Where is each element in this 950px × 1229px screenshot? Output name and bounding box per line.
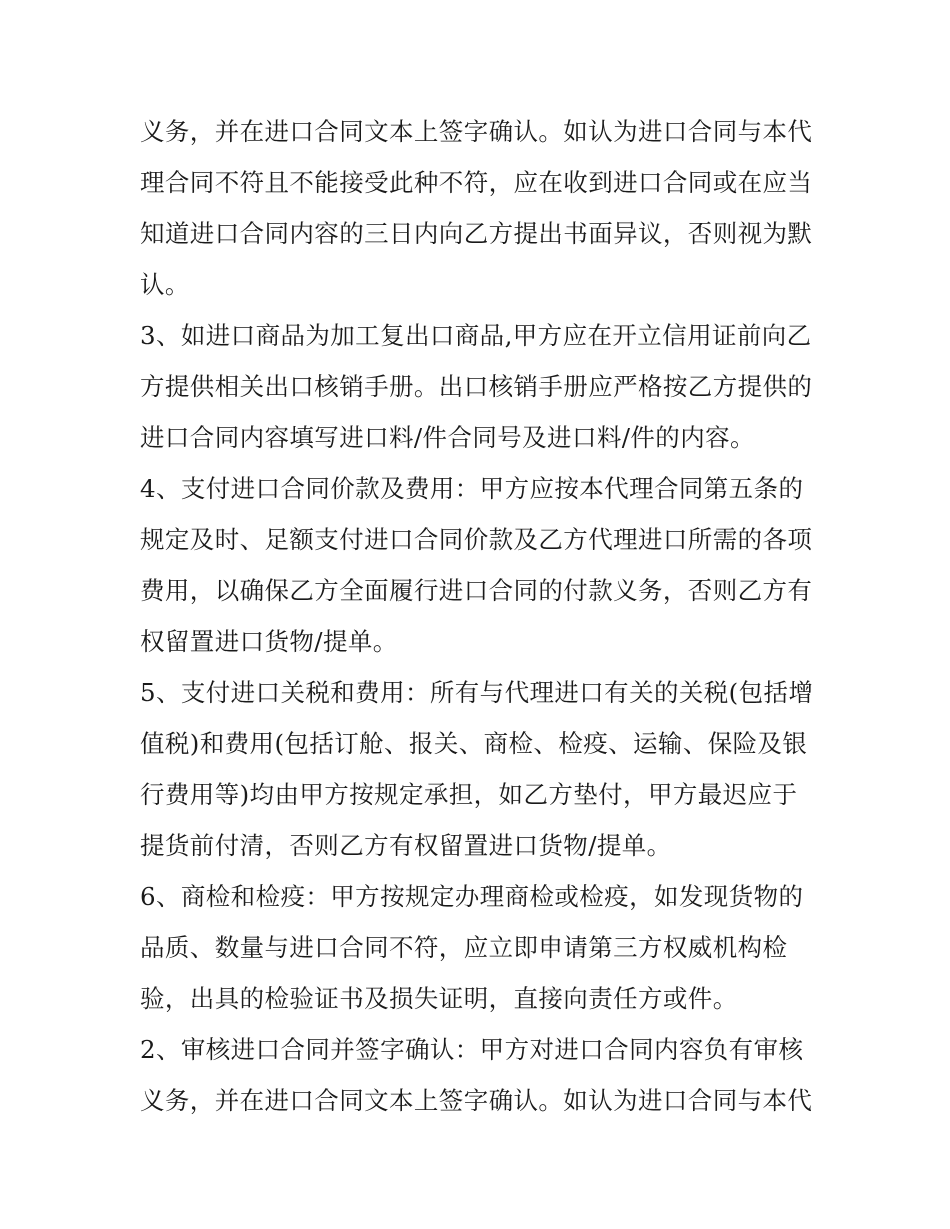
text-line: 3、如进口商品为加工复出口商品,甲方应在开立信用证前向乙 xyxy=(140,321,812,350)
text-line: 义务，并在进口合同文本上签字确认。如认为进口合同与本代 xyxy=(140,1086,813,1115)
text-line: 方提供相关出口核销手册。出口核销手册应严格按乙方提供的 xyxy=(140,372,813,401)
text-line: 权留置进口货物/提单。 xyxy=(140,627,398,656)
text-line: 进口合同内容填写进口料/件合同号及进口料/件的内容。 xyxy=(140,423,755,452)
text-line: 认。 xyxy=(140,270,190,299)
text-line: 品质、数量与进口合同不符，应立即申请第三方权威机构检 xyxy=(140,933,788,962)
text-line: 验，出具的检验证书及损失证明，直接向责任方或件。 xyxy=(140,984,738,1013)
document-body xyxy=(140,106,820,1126)
text-line: 4、支付进口合同价款及费用：甲方应按本代理合同第五条的 xyxy=(140,474,804,503)
text-line: 提货前付清，否则乙方有权留置进口货物/提单。 xyxy=(140,831,672,860)
text-line: 行费用等)均由甲方按规定承担，如乙方垫付，甲方最迟应于 xyxy=(140,780,798,809)
text-line: 值税)和费用(包括订舱、报关、商检、检疫、运输、保险及银 xyxy=(140,729,808,758)
text-line: 5、支付进口关税和费用：所有与代理进口有关的关税(包括增 xyxy=(140,678,814,707)
text-line: 2、审核进口合同并签字确认：甲方对进口合同内容负有审核 xyxy=(140,1035,804,1064)
text-line: 义务，并在进口合同文本上签字确认。如认为进口合同与本代 xyxy=(140,117,813,146)
text-line: 6、商检和检疫：甲方按规定办理商检或检疫，如发现货物的 xyxy=(140,882,804,911)
text-line: 理合同不符且不能接受此种不符，应在收到进口合同或在应当 xyxy=(140,168,813,197)
text-line: 费用，以确保乙方全面履行进口合同的付款义务，否则乙方有 xyxy=(140,576,813,605)
text-line: 知道进口合同内容的三日内向乙方提出书面异议，否则视为默 xyxy=(140,219,813,248)
text-line: 规定及时、足额支付进口合同价款及乙方代理进口所需的各项 xyxy=(140,525,813,554)
